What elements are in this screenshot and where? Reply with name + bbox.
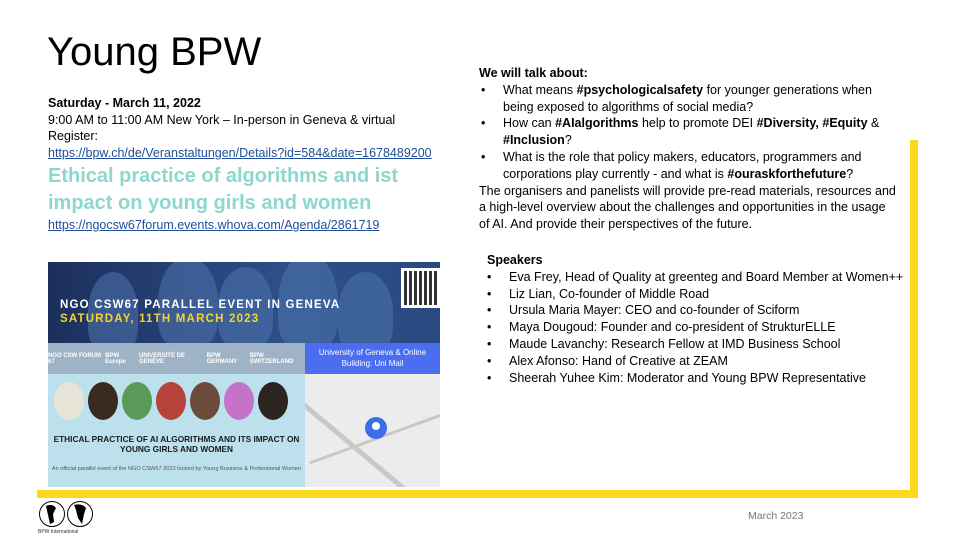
event-poster-image	[48, 262, 440, 487]
event-headline: Ethical practice of algorithms and ist impact on young girls and women	[48, 165, 399, 214]
speaker-item: • Eva Frey, Head of Quality at greenteg and Board Member at Women++	[487, 269, 907, 286]
partner-logos	[48, 343, 305, 374]
logo-bpw-switzerland: BPW SWITZERLAND	[249, 352, 294, 365]
speakers-section	[487, 252, 907, 386]
speaker-photo	[188, 380, 222, 422]
speaker-photo	[154, 380, 188, 422]
speaker-item: • Liz Lian, Co-founder of Middle Road	[487, 286, 907, 303]
talk-paragraph: The organisers and panelists will provide pre-read materials, resources and a high-level overview about the challenges and opportunities in the usage of AI. And provide their perspectives of the future.	[479, 183, 896, 232]
yellow-frame-horizontal	[37, 490, 918, 498]
register-link[interactable]: https://bpw.ch/de/Veranstaltungen/Details?id=584&date=1678489200	[48, 145, 432, 160]
speaker-photo	[222, 380, 256, 422]
poster-header	[48, 262, 440, 343]
event-date: Saturday - March 11, 2022	[48, 96, 201, 110]
poster-location	[305, 343, 440, 374]
location-building: Building: Uni Mail	[341, 359, 404, 368]
speaker-item: • Sheerah Yuhee Kim: Moderator and Young BPW Representative	[487, 370, 907, 387]
logo-bpw-europe: BPW Europe	[105, 352, 126, 365]
poster-title: ETHICAL PRACTICE OF AI ALGORITHMS AND ITS IMPACT ON YOUNG GIRLS AND WOMEN	[53, 434, 300, 454]
talk-bullet: • How can #AIalgorithms help to promote DEI #Diversity, #Equity & #Inclusion?	[479, 115, 899, 149]
poster-line1: NGO CSW67 PARALLEL EVENT IN GENEVA	[60, 299, 341, 311]
register-label: Register:	[48, 129, 99, 143]
location-name: University of Geneva & Online	[318, 348, 427, 357]
logo-text: BPW International	[38, 529, 79, 535]
poster-line2: SATURDAY, 11TH MARCH 2023	[60, 313, 260, 325]
talk-heading: We will talk about:	[479, 66, 588, 80]
map	[305, 374, 440, 487]
speaker-photo	[52, 380, 86, 422]
speaker-photo	[256, 380, 290, 422]
speaker-item: • Maude Lavanchy: Research Fellow at IMD Business School	[487, 336, 907, 353]
logo-csw67: NGO CSW FORUM 67	[48, 352, 101, 365]
speaker-photos	[52, 380, 290, 422]
poster-subtitle: An official parallel event of the NGO CSW67 2023 hosted by Young Business & Professional Women	[51, 466, 302, 472]
talk-bullet: • What is the role that policy makers, educators, programmers and corporations play currently - and what is #ouraskforthefuture?	[479, 149, 899, 183]
speaker-item: • Ursula Maria Mayer: CEO and co-founder of Sciform	[487, 302, 907, 319]
poster-body	[48, 374, 305, 487]
event-time: 9:00 AM to 11:00 AM New York – In-person in Geneva & virtual	[48, 112, 396, 127]
qr-code	[401, 268, 440, 308]
speakers-heading: Speakers	[487, 253, 543, 267]
logo-bpw-germany: BPW GERMANY	[206, 352, 238, 365]
yellow-frame-vertical	[910, 140, 918, 498]
logo-unige: UNIVERSITÉ DE GENÈVE	[138, 352, 185, 365]
speaker-item: • Maya Dougoud: Founder and co-president of StrukturELLE	[487, 319, 907, 336]
bpw-globe-logo	[38, 500, 94, 528]
speaker-item: • Alex Afonso: Hand of Creative at ZEAM	[487, 353, 907, 370]
speaker-photo	[86, 380, 120, 422]
footer-date: March 2023	[748, 510, 804, 522]
agenda-link[interactable]: https://ngocsw67forum.events.whova.com/Agenda/2861719	[48, 218, 380, 232]
event-info	[48, 95, 448, 234]
talk-bullet: • What means #psychologicalsafety for younger generations when being exposed to algorithms of social media?	[479, 82, 899, 116]
speaker-photo	[120, 380, 154, 422]
map-pin-icon	[365, 417, 387, 439]
talk-section	[479, 65, 899, 233]
slide-title: Young BPW	[47, 30, 262, 74]
